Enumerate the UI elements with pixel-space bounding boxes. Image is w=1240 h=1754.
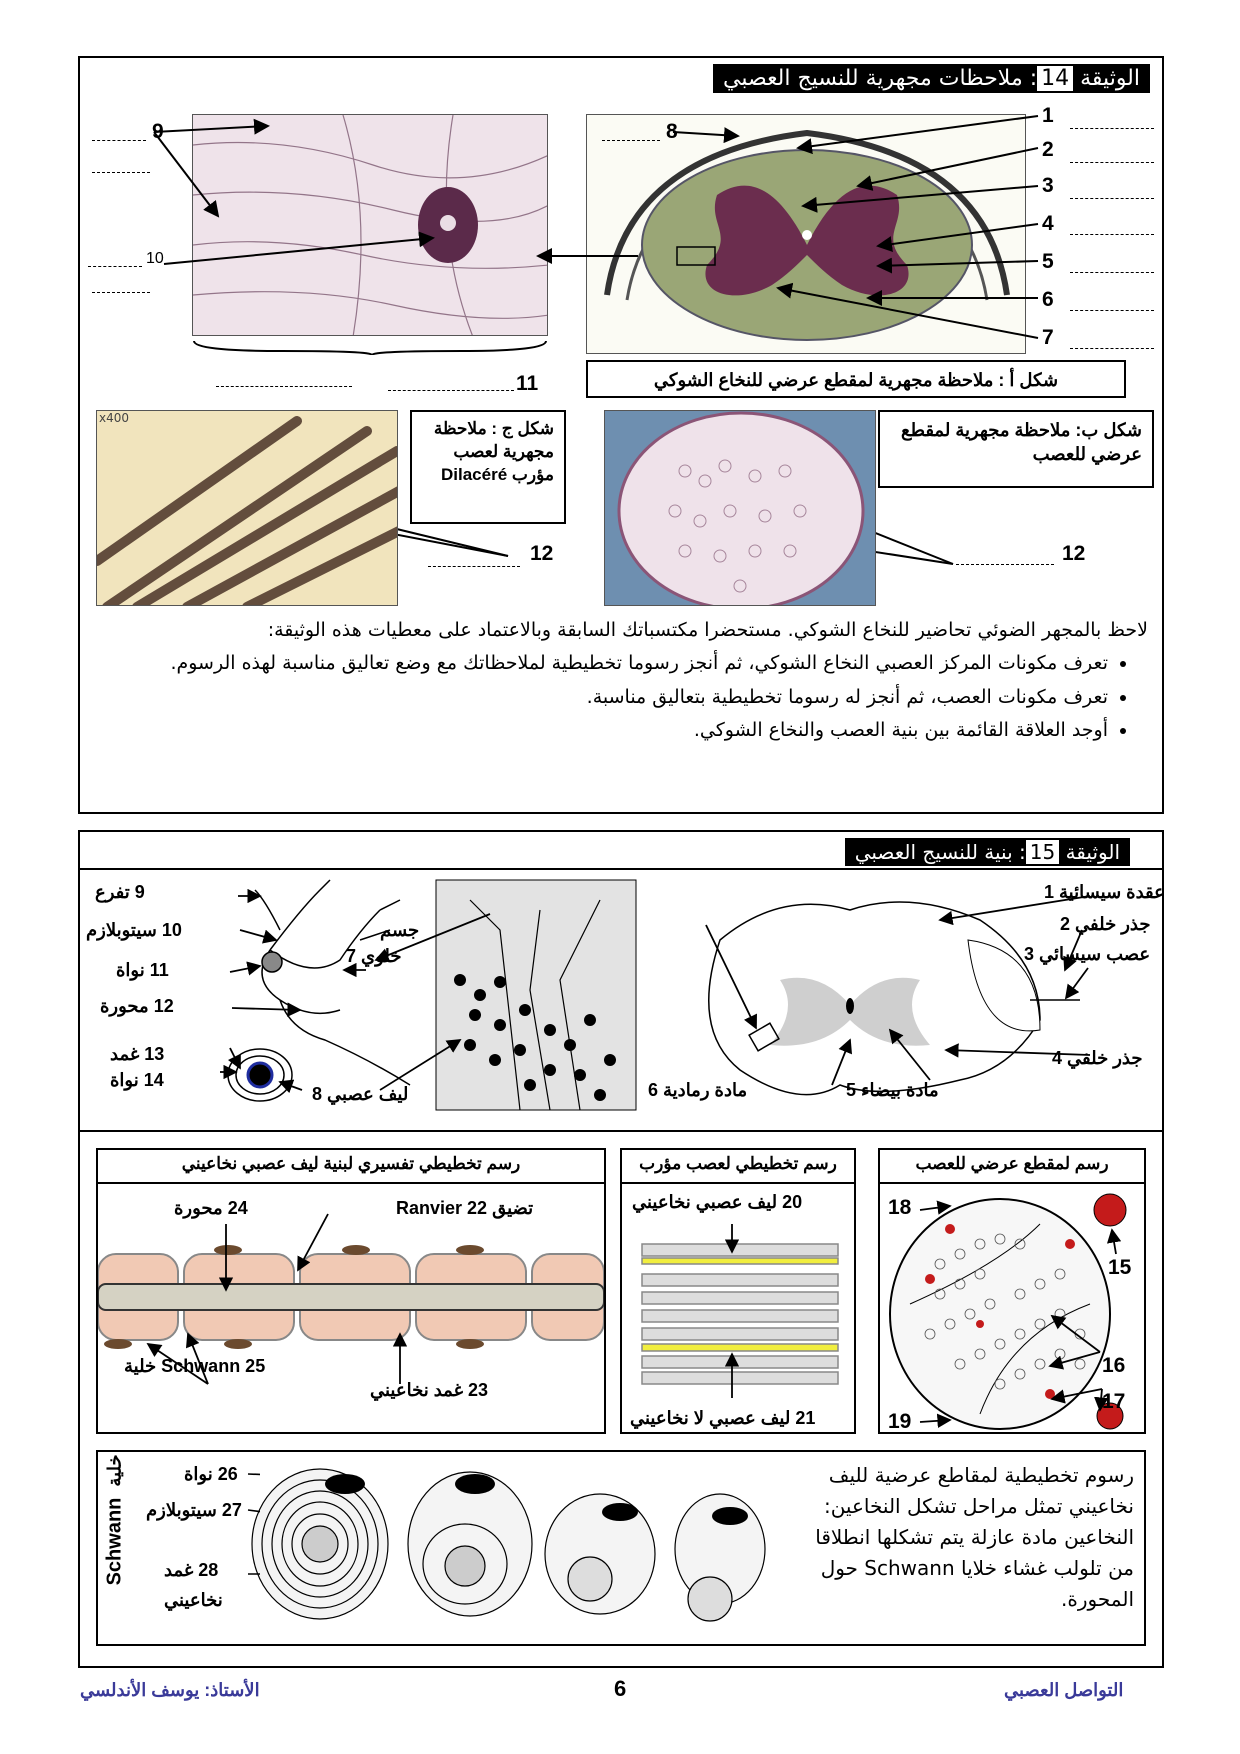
cord-label-3: عصب سيسائي 3 [1024, 944, 1151, 964]
schwann-label-28a: 28 غمد [164, 1560, 219, 1580]
cross-label-17: 17 [1102, 1390, 1126, 1413]
blank-11a[interactable] [216, 386, 352, 387]
blank-5[interactable] [1070, 272, 1154, 273]
dilacere-header: رسم تخطيطي لعصب مؤرب [620, 1148, 856, 1184]
neuron-drawing [228, 880, 410, 1101]
schwann-side-word2: خلية [104, 1454, 125, 1487]
blank-10a[interactable] [88, 266, 142, 267]
label-5: 5 [1042, 250, 1054, 273]
blank-7[interactable] [1070, 348, 1154, 349]
doc14-title-num: 14 [1037, 66, 1073, 91]
doc15-title [845, 838, 1130, 866]
schwann-label-28b: نخاعيني [164, 1590, 223, 1610]
schwann-drawing [250, 1454, 770, 1644]
cross-label-16: 16 [1102, 1354, 1126, 1377]
cell-body-label-a: جسم [380, 920, 420, 940]
cross-label-19: 19 [888, 1410, 912, 1433]
blank-12-c[interactable] [428, 566, 520, 567]
schwann-label-26: 26 نواة [184, 1464, 238, 1484]
schwann-side-label [100, 1454, 130, 1630]
cord-label-4: جذر خلفي 4 [1052, 1048, 1143, 1068]
neuron-label-14: 14 نواة [110, 1070, 164, 1090]
task-1: • تعرف مكونات المركز العصبي النخاع الشوكي، ثم أنجز رسوما تخطيطية لملاحظاتك مع وضع تعاليق مناسبة لهذه الرسوم. [96, 647, 1108, 680]
blank-1[interactable] [1070, 128, 1154, 129]
nerve-cross-svg [605, 411, 876, 606]
cross-header: رسم لمقطع عرضي للعصب [878, 1148, 1146, 1184]
doc15-title-num: 15 [1026, 840, 1059, 864]
label-4: 4 [1042, 212, 1054, 235]
neuron-label-12: 12 محورة [100, 996, 174, 1016]
label-7: 7 [1042, 326, 1054, 349]
blank-9a[interactable] [92, 140, 146, 141]
task-list [96, 647, 1148, 747]
cross-label-15: 15 [1108, 1256, 1132, 1279]
cross-label-18: 18 [888, 1196, 912, 1219]
blank-11b[interactable] [388, 390, 514, 391]
label-10: 10 [146, 250, 164, 267]
blank-2[interactable] [1070, 162, 1154, 163]
blank-9b[interactable] [92, 172, 150, 173]
doc14-intro: لاحظ بالمجهر الضوئي تحاضير للنخاع الشوكي. مستحضرا مكتسباتك السابقة وبالاعتماد على معطيات هذه الوثيقة: [267, 619, 1148, 641]
label-9: 9 [152, 120, 164, 143]
cord-label-2: جذر خلفي 2 [1060, 914, 1151, 934]
nerve-cross-micrograph [604, 410, 876, 606]
label-2: 2 [1042, 138, 1054, 161]
schwann-label-27: 27 سيتوبلازم [146, 1500, 242, 1520]
label-8: 8 [666, 120, 678, 143]
myelin-label-25: Schwann 25 خلية [124, 1356, 266, 1376]
label-12-b: 12 [1062, 542, 1086, 565]
label-6: 6 [1042, 288, 1054, 311]
doc14-title-prefix: الوثيقة [1073, 66, 1140, 91]
shape-a-caption: شكل أ : ملاحظة مجهرية لمقطع عرضي للنخاع الشوكي [586, 360, 1126, 398]
blank-8[interactable] [602, 140, 660, 141]
dilacere-label-21: 21 ليف عصبي لا نخاعيني [630, 1408, 816, 1428]
cord-label-6: مادة رمادية 6 [648, 1080, 748, 1100]
label-1: 1 [1042, 104, 1054, 127]
footer-topic: التواصل العصبي [1004, 1680, 1124, 1700]
myelin-label-24: 24 محورة [174, 1198, 248, 1218]
myelination-text: رسوم تخطيطية لمقاطع عرضية لليف نخاعيني تمثل مراحل تشكل النخاعين: النخاعين مادة عازلة يتم تشكلها انطلاقا من تلولب غشاء خلايا Schwann حول المحورة. [815, 1463, 1134, 1611]
myelin-label-22: تضيق Ranvier 22 [396, 1198, 534, 1218]
myelin-header: رسم تخطيطي تفسيري لبنية ليف عصبي نخاعيني [96, 1148, 606, 1184]
blank-12-b[interactable] [956, 564, 1054, 565]
label-11: 11 [516, 372, 539, 395]
doc14-title-rest: : ملاحظات مجهرية للنسيج العصبي [723, 66, 1038, 91]
doc15-title-rest: : بنية للنسيج العصبي [854, 840, 1026, 864]
footer-author: الأستاذ: يوسف الأندلسي [80, 1680, 260, 1700]
neuron-label-9: 9 تفرع [95, 882, 145, 902]
doc15-title-prefix: الوثيقة [1059, 840, 1120, 864]
magnification: x400 [99, 411, 130, 425]
cell-body-label-b: خلوي 7 [346, 946, 402, 966]
blank-6[interactable] [1070, 310, 1154, 311]
myelin-label-23: 23 غمد نخاعيني [370, 1380, 489, 1400]
neuron-label-10: 10 سيتوبلازم [86, 920, 182, 940]
dilacere-svg [97, 411, 398, 606]
schwann-side-word: Schwann [103, 1497, 126, 1586]
neuron-label-11: 11 نواة [116, 960, 169, 980]
doc14-instructions [96, 614, 1148, 747]
myelin-drawing [98, 1184, 604, 1432]
task-3: • أوجد العلاقة القائمة بين بنية العصب والنخاع الشوكي. [96, 714, 1108, 747]
task-2: • تعرف مكونات العصب، ثم أنجز له رسوما تخطيطية بتعاليق مناسبة. [96, 681, 1108, 714]
doc15-mid-divider [80, 1130, 1162, 1132]
dilacere-label-20: 20 ليف عصبي نخاعيني [632, 1192, 803, 1212]
shape-b-caption: شكل ب: ملاحظة مجهرية لمقطع عرضي للعصب [878, 410, 1154, 488]
label-3: 3 [1042, 174, 1054, 197]
schwann-arrows [130, 1454, 260, 1644]
blank-10b[interactable] [92, 292, 150, 293]
doc15-top-drawing [80, 870, 1162, 1128]
dilacere-drawing [622, 1184, 854, 1432]
shape-c-caption: شكل ج : ملاحظة مجهرية لعصب مؤرب Dilacéré [410, 410, 566, 524]
blank-4[interactable] [1070, 234, 1154, 235]
cord-label-1: عقدة سيسائية 1 [1044, 882, 1165, 902]
neuron-label-13: 13 غمد [110, 1044, 165, 1064]
cord-label-5: مادة بيضاء 5 [846, 1080, 939, 1100]
dilacere-micrograph [96, 410, 398, 606]
blank-3[interactable] [1070, 198, 1154, 199]
footer-page-number: 6 [614, 1676, 627, 1701]
fiber-label-8: ليف عصبي 8 [312, 1084, 409, 1104]
label-12-c: 12 [530, 542, 554, 565]
